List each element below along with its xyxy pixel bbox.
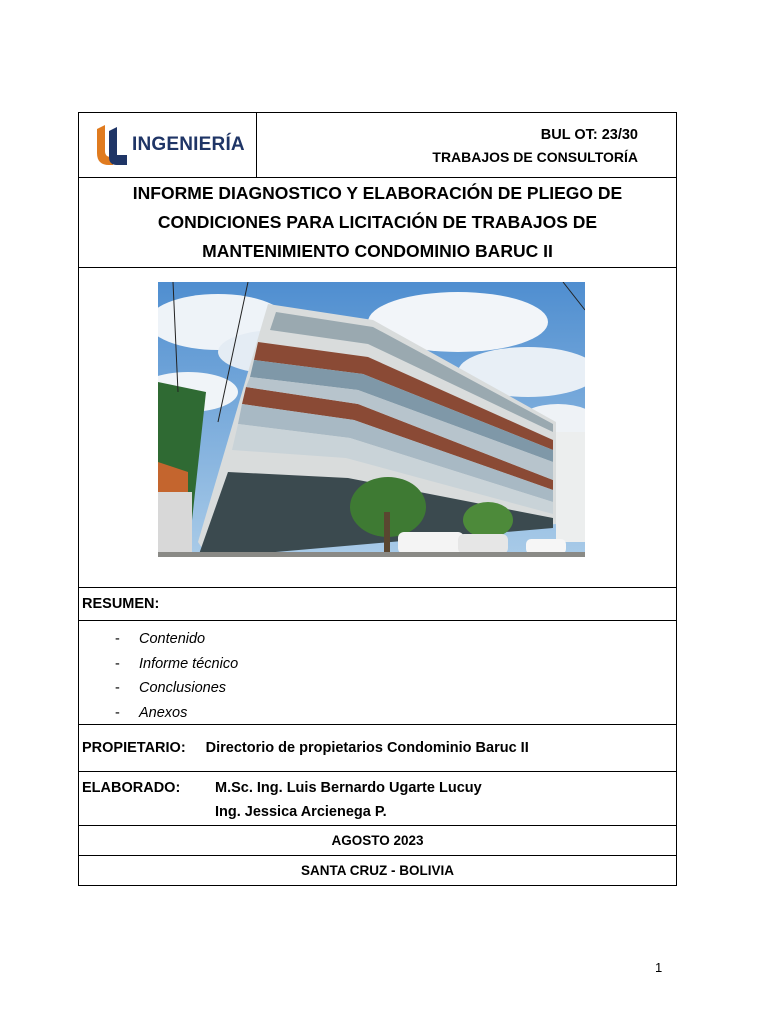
- elaborado-line: [82, 800, 676, 824]
- ot-code: BUL OT: 23/30: [540, 127, 638, 143]
- elaborado-row: [79, 771, 676, 825]
- title-line: MANTENIMIENTO CONDOMINIO BARUC II: [202, 241, 553, 261]
- list-item: - Anexos: [115, 704, 188, 721]
- building-photo: [158, 282, 585, 557]
- list-item: - Conclusiones: [115, 680, 227, 697]
- elaborado-line: [82, 776, 676, 800]
- title-line: CONDICIONES PARA LICITACIÓN DE TRABAJOS DE: [157, 212, 598, 232]
- ul-logo-icon: [95, 125, 129, 165]
- photo-row: [79, 267, 676, 587]
- list-item: - Informe técnico: [115, 655, 239, 672]
- date-row: AGOSTO 2023: [79, 825, 676, 855]
- cover-table: [78, 112, 677, 886]
- logo-wordmark: INGENIERÍA: [132, 134, 245, 155]
- document-title: [133, 179, 622, 266]
- location-row: SANTA CRUZ - BOLIVIA: [79, 855, 676, 885]
- service-type: TRABAJOS DE CONSULTORÍA: [432, 149, 638, 165]
- elaborado-label: ELABORADO:: [82, 780, 181, 796]
- title-row: [79, 177, 676, 267]
- building-illustration: [158, 282, 585, 557]
- author-name: M.Sc. Ing. Luis Bernardo Ugarte Lucuy: [215, 780, 482, 796]
- ot-info: [257, 113, 676, 177]
- propietario-row: [79, 724, 676, 771]
- title-line: INFORME DIAGNOSTICO Y ELABORACIÓN DE PLIEGO DE: [132, 183, 623, 203]
- resumen-label: RESUMEN:: [79, 587, 676, 620]
- company-logo: [79, 113, 257, 177]
- author-name: Ing. Jessica Arcienega P.: [215, 804, 387, 820]
- page-number: 1: [655, 960, 663, 975]
- resumen-list: [79, 620, 676, 724]
- header-row: [79, 113, 676, 177]
- list-item: - Contenido: [115, 631, 206, 648]
- propietario-label: PROPIETARIO:: [82, 740, 186, 756]
- propietario-value: Directorio de propietarios Condominio Baruc II: [205, 740, 529, 756]
